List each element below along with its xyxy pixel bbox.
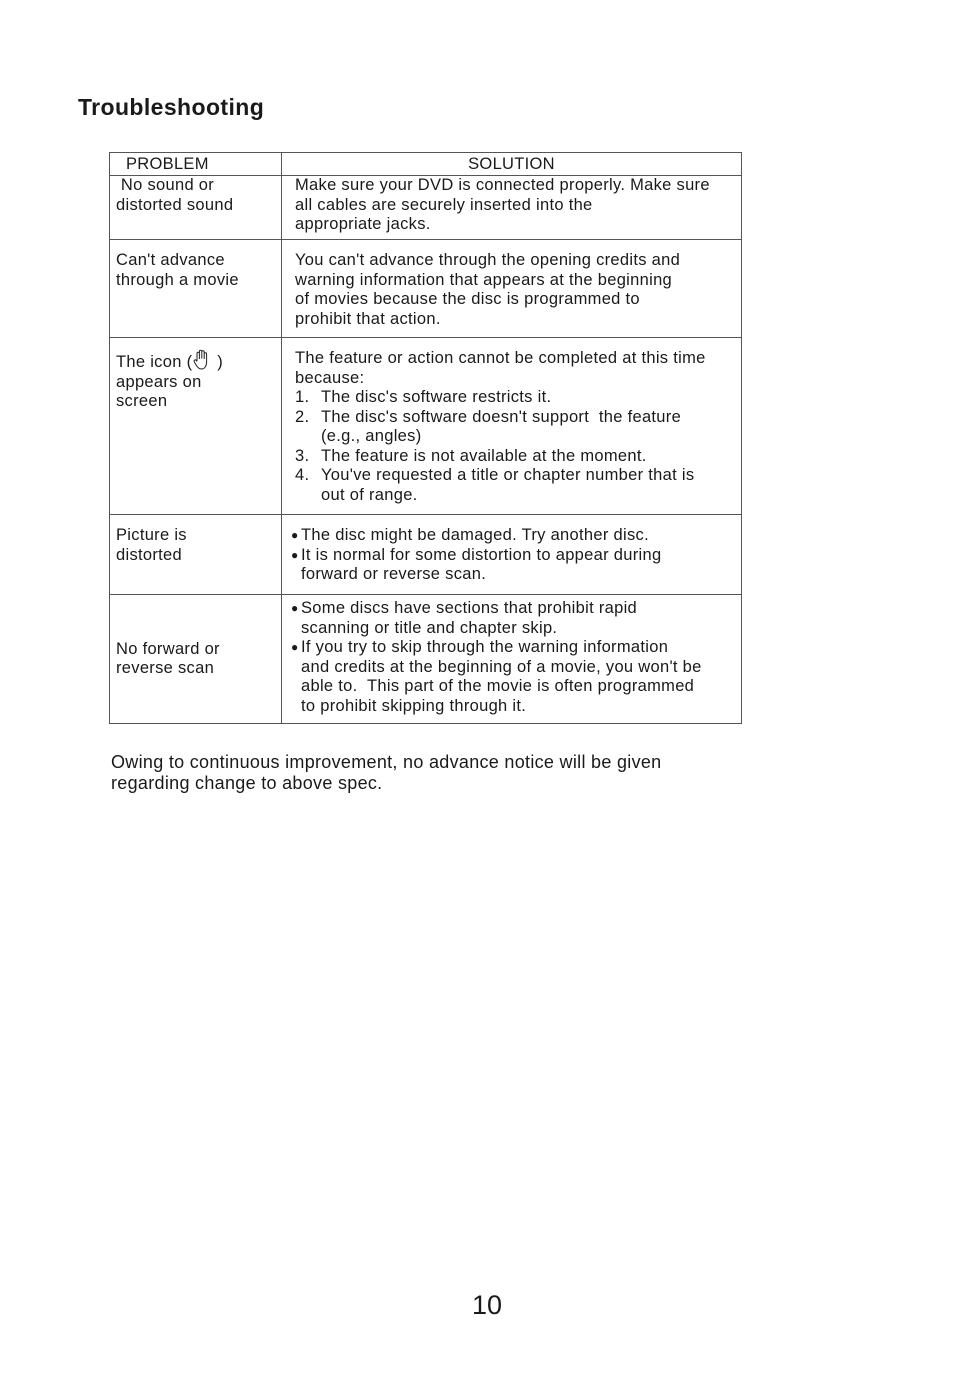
numbered-item — [295, 408, 737, 447]
item-text: able to. This part of the movie is often programmed — [301, 677, 695, 695]
bullet-item — [291, 599, 737, 638]
solution-text: because: — [295, 368, 365, 387]
problem-text: distorted — [116, 545, 182, 564]
bullet-item — [291, 526, 737, 546]
footer-note-text: Owing to continuous improvement, no advance notice will be given — [111, 752, 662, 772]
page-title: Troubleshooting — [78, 94, 265, 120]
item-body — [301, 599, 637, 638]
solution-cell — [282, 240, 742, 338]
table-header-row — [110, 153, 742, 176]
item-text: The disc's software doesn't support the feature — [321, 407, 682, 426]
solution-text: warning information that appears at the beginning — [295, 270, 673, 289]
problem-text: No forward or — [116, 639, 220, 658]
solution-text: appropriate jacks. — [295, 215, 431, 233]
item-body — [301, 526, 649, 546]
item-body — [321, 388, 551, 408]
table-row — [110, 515, 742, 595]
item-body — [321, 408, 681, 447]
problem-cell — [110, 240, 282, 338]
problem-text: Picture is — [116, 526, 187, 544]
problem-text: The icon ( — [116, 353, 193, 371]
item-text: If you try to skip through the warning information — [301, 638, 669, 656]
item-body — [301, 638, 702, 716]
table-row — [110, 240, 742, 338]
problem-text: ) — [217, 353, 224, 371]
solution-text: Make sure your DVD is connected properly. Make sure — [295, 176, 710, 194]
column-header-solution: SOLUTION — [282, 153, 742, 176]
bullet-item — [291, 638, 737, 716]
item-text: The disc's software restricts it. — [321, 388, 552, 406]
item-text: (e.g., angles) — [321, 427, 422, 445]
hand-stop-icon — [192, 349, 212, 371]
problem-text: reverse scan — [116, 659, 215, 677]
item-text: scanning or title and chapter skip. — [301, 618, 558, 637]
item-text: The feature is not available at the moment. — [321, 446, 647, 465]
item-text: The disc might be damaged. Try another disc. — [301, 526, 649, 544]
problem-text-with-icon — [116, 349, 277, 373]
table-row — [110, 176, 742, 240]
problem-text: distorted sound — [116, 195, 234, 214]
problem-text: appears on — [116, 372, 202, 391]
solution-cell — [282, 338, 742, 515]
item-text: out of range. — [321, 485, 418, 504]
item-body — [321, 447, 647, 467]
problem-text: through a movie — [116, 270, 239, 289]
item-text: You've requested a title or chapter number that is — [321, 466, 695, 484]
problem-cell — [110, 338, 282, 515]
item-body — [301, 546, 661, 585]
column-header-problem: PROBLEM — [110, 153, 282, 176]
bullet-glyph: ● — [291, 601, 299, 615]
troubleshooting-table — [109, 152, 742, 724]
solution-text: The feature or action cannot be completed at this time — [295, 349, 706, 367]
page-number: 10 — [471, 1290, 503, 1320]
table-row — [110, 595, 742, 724]
footer-note — [111, 752, 662, 794]
item-number: 1. — [295, 388, 310, 406]
solution-text: all cables are securely inserted into the — [295, 195, 593, 214]
item-body — [321, 466, 694, 505]
item-text: It is normal for some distortion to appear during — [301, 545, 662, 564]
numbered-item — [295, 388, 737, 408]
bullet-item — [291, 546, 737, 585]
solution-cell — [282, 176, 742, 240]
solution-text: You can't advance through the opening credits and — [295, 251, 681, 269]
problem-cell — [110, 176, 282, 240]
bullet-glyph: ● — [291, 528, 299, 542]
item-number: 4. — [295, 466, 310, 484]
numbered-item — [295, 447, 737, 467]
item-number: 2. — [295, 407, 310, 426]
problem-cell — [110, 595, 282, 724]
solution-cell — [282, 515, 742, 595]
problem-text: screen — [116, 392, 168, 410]
numbered-item — [295, 466, 737, 505]
table-row — [110, 338, 742, 515]
problem-text: Can't advance — [116, 251, 225, 269]
item-text: to prohibit skipping through it. — [301, 696, 527, 715]
solution-cell — [282, 595, 742, 724]
problem-text: No sound or — [116, 176, 215, 194]
item-text: and credits at the beginning of a movie, you won't be — [301, 657, 702, 676]
footer-note-text: regarding change to above spec. — [111, 773, 383, 793]
item-text: Some discs have sections that prohibit rapid — [301, 599, 638, 617]
bullet-glyph: ● — [291, 640, 299, 654]
bullet-glyph: ● — [291, 547, 299, 562]
problem-cell — [110, 515, 282, 595]
solution-text: of movies because the disc is programmed to — [295, 290, 640, 308]
item-number: 3. — [295, 446, 310, 465]
item-text: forward or reverse scan. — [301, 565, 487, 583]
solution-text: prohibit that action. — [295, 309, 441, 328]
